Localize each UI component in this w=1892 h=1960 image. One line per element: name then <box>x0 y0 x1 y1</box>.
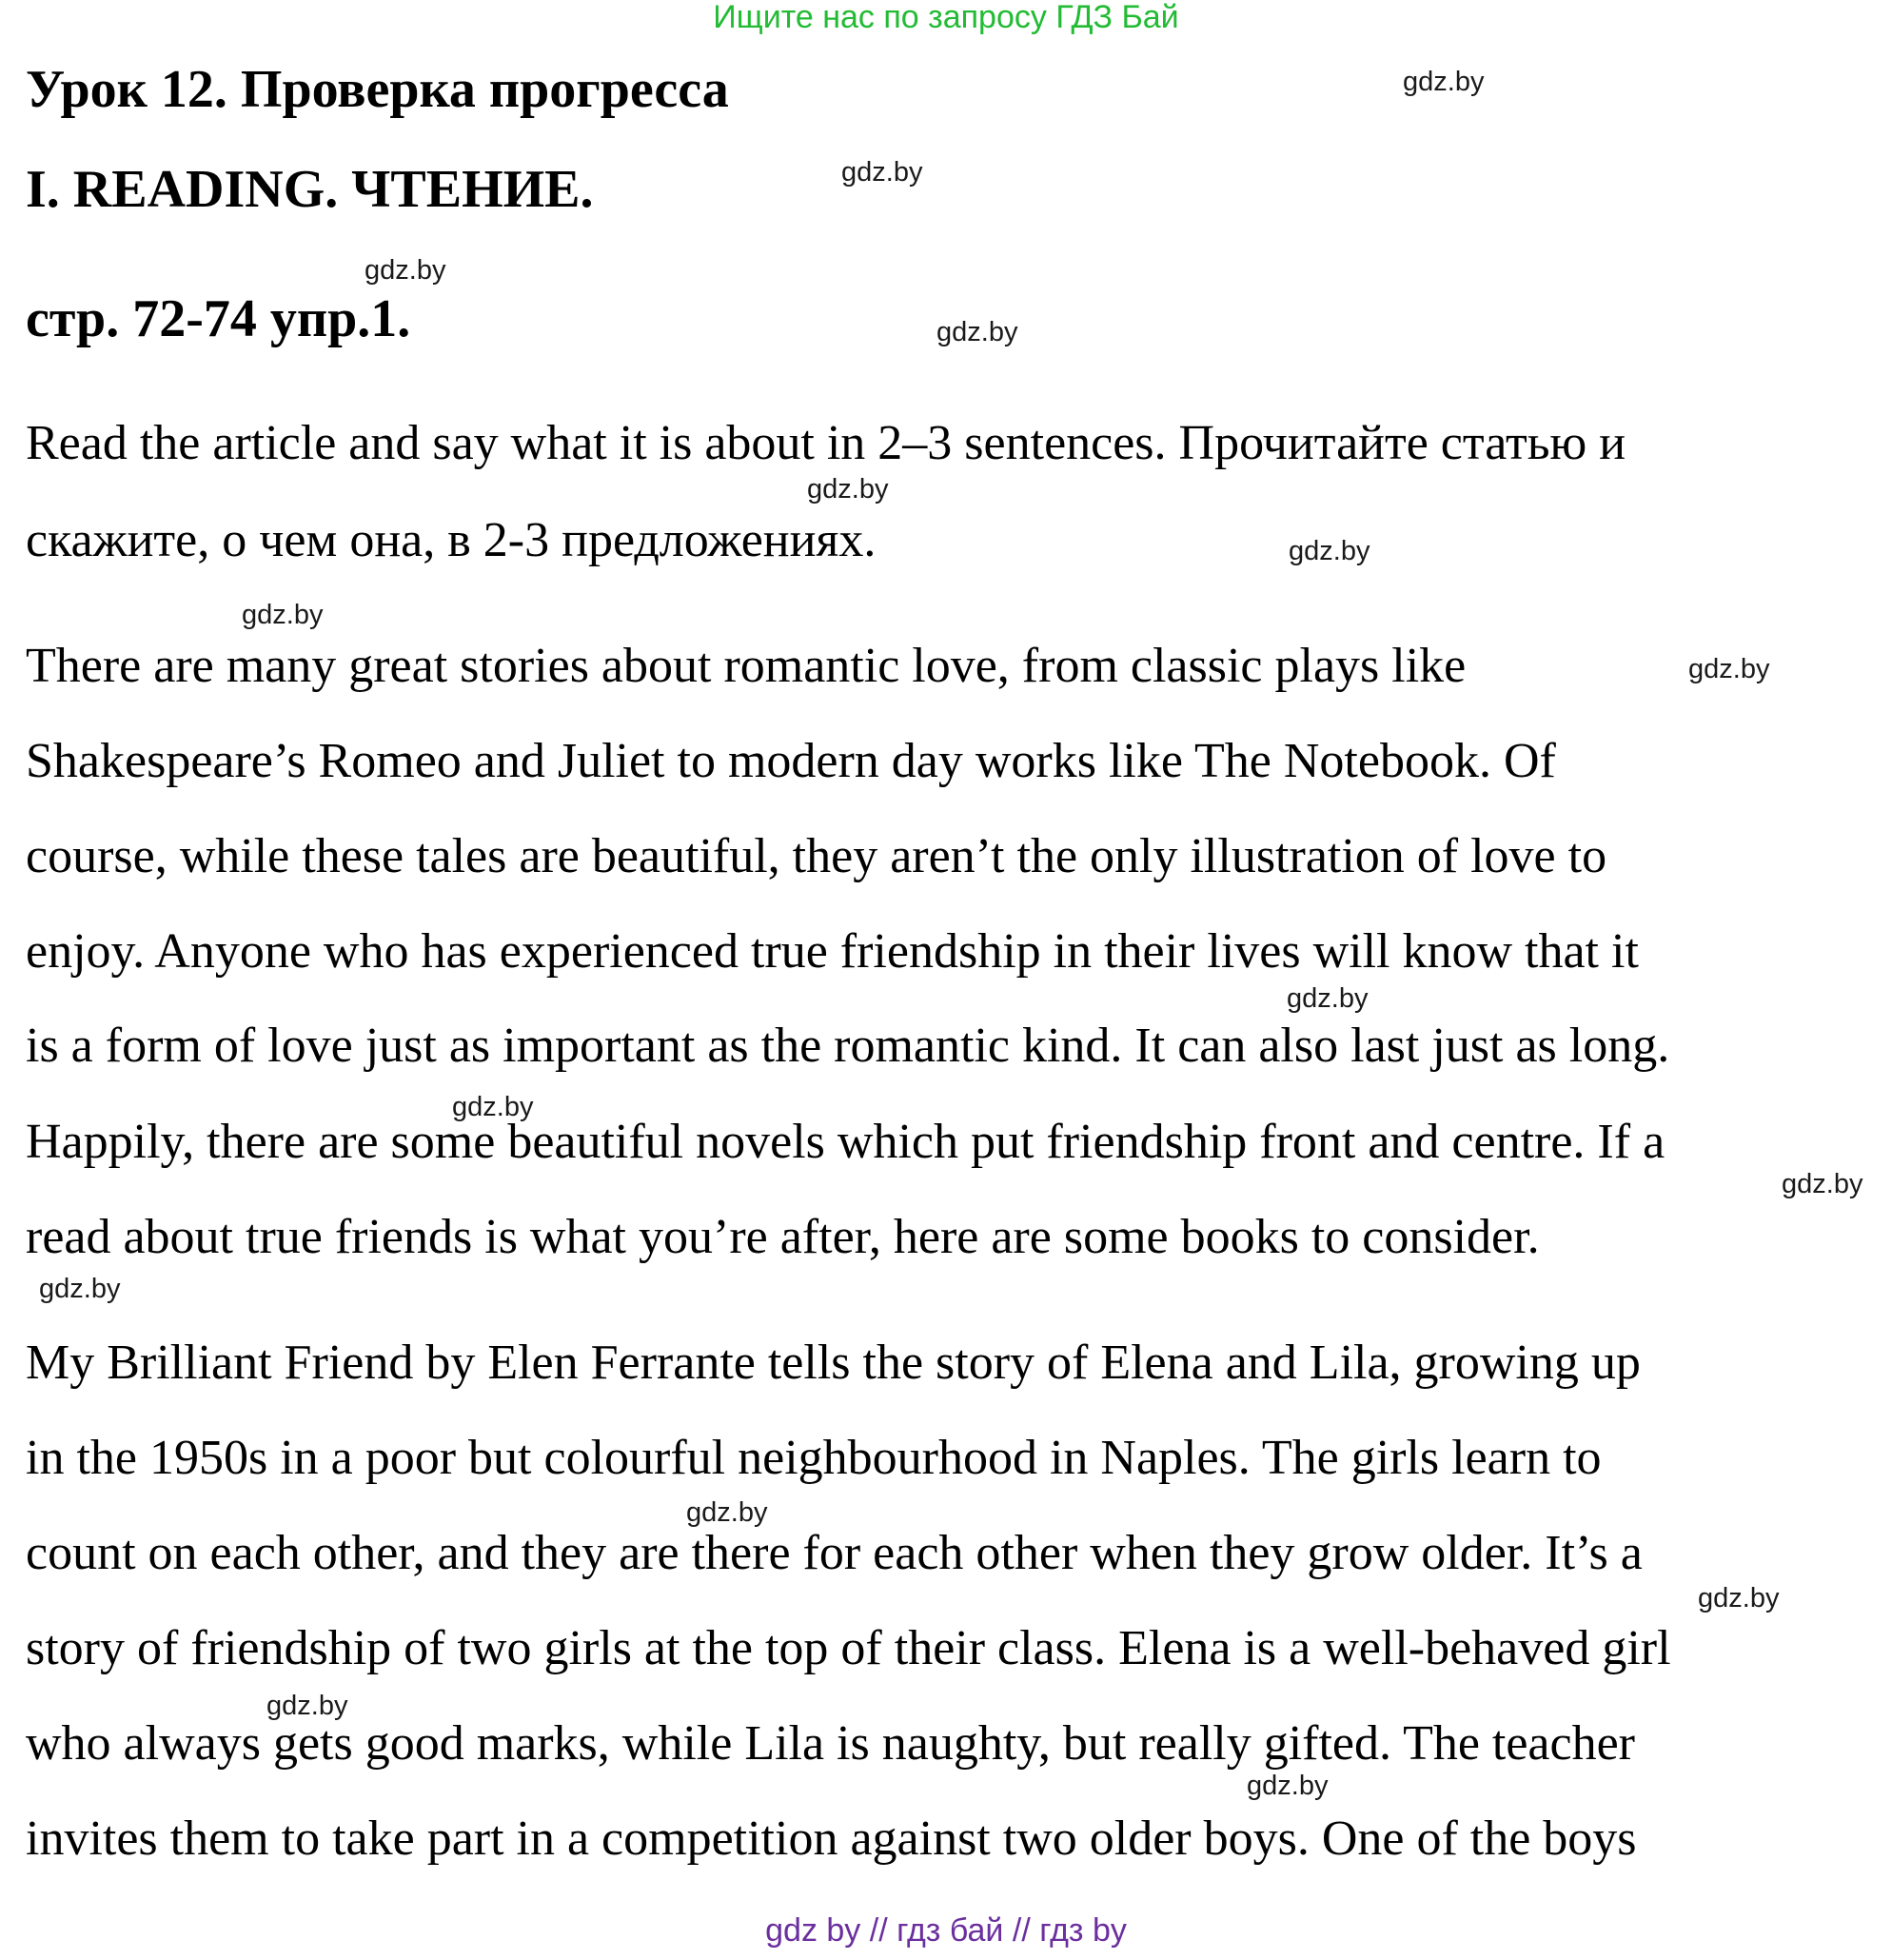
paragraph2-line: story of friendship of two girls at the top of their class. Elena is a well-behaved girl <box>26 1621 1671 1675</box>
paragraph1-line: Happily, there are some beautiful novels which put friendship front and centre. If a <box>26 1115 1665 1169</box>
paragraph2-line: who always gets good marks, while Lila is naughty, but really gifted. The teacher <box>26 1716 1635 1771</box>
watermark: gdz.by <box>1782 1169 1863 1199</box>
top-banner: Ищите нас по запросу ГДЗ Бай <box>713 0 1179 35</box>
watermark: gdz.by <box>266 1691 348 1721</box>
watermark: gdz.by <box>1287 983 1369 1014</box>
watermark: gdz.by <box>1698 1583 1780 1614</box>
lesson-title: Урок 12. Проверка прогресса <box>26 60 729 119</box>
task-line: Read the article and say what it is about in 2–3 sentences. Прочитайте статью и <box>26 416 1626 470</box>
watermark: gdz.by <box>1688 654 1770 684</box>
paragraph1-line: course, while these tales are beautiful, they aren’t the only illustration of love to <box>26 829 1607 883</box>
watermark: gdz.by <box>807 474 889 505</box>
paragraph2-line: My Brilliant Friend by Elen Ferrante tells the story of Elena and Lila, growing up <box>26 1336 1641 1390</box>
paragraph2-line: invites them to take part in a competition against two older boys. One of the boys <box>26 1812 1637 1866</box>
task-line: скажите, о чем она, в 2-3 предложениях. <box>26 513 877 567</box>
watermark: gdz.by <box>936 317 1018 347</box>
watermark: gdz.by <box>242 600 324 630</box>
paragraph1-line: Shakespeare’s Romeo and Juliet to modern day works like The Notebook. Of <box>26 734 1556 788</box>
watermark: gdz.by <box>39 1274 121 1304</box>
paragraph1-line: is a form of love just as important as the romantic kind. It can also last just as long. <box>26 1019 1670 1073</box>
paragraph1-line: read about true friends is what you’re after, here are some books to consider. <box>26 1210 1540 1264</box>
watermark: gdz.by <box>841 157 923 188</box>
exercise-reference: стр. 72-74 упр.1. <box>26 289 411 348</box>
footer-watermark: gdz by // гдз бай // гдз by <box>765 1912 1127 1949</box>
watermark: gdz.by <box>1247 1771 1329 1801</box>
watermark: gdz.by <box>686 1497 768 1528</box>
paragraph1-line: There are many great stories about romantic love, from classic plays like <box>26 639 1467 693</box>
watermark: gdz.by <box>1403 67 1485 97</box>
section-title: I. READING. ЧТЕНИЕ. <box>26 160 594 219</box>
paragraph2-line: in the 1950s in a poor but colourful neighbourhood in Naples. The girls learn to <box>26 1431 1602 1485</box>
watermark: gdz.by <box>365 255 446 286</box>
paragraph2-line: count on each other, and they are there for each other when they grow older. It’s a <box>26 1526 1643 1580</box>
watermark: gdz.by <box>452 1092 534 1122</box>
paragraph1-line: enjoy. Anyone who has experienced true friendship in their lives will know that it <box>26 924 1639 979</box>
watermark: gdz.by <box>1289 536 1370 566</box>
